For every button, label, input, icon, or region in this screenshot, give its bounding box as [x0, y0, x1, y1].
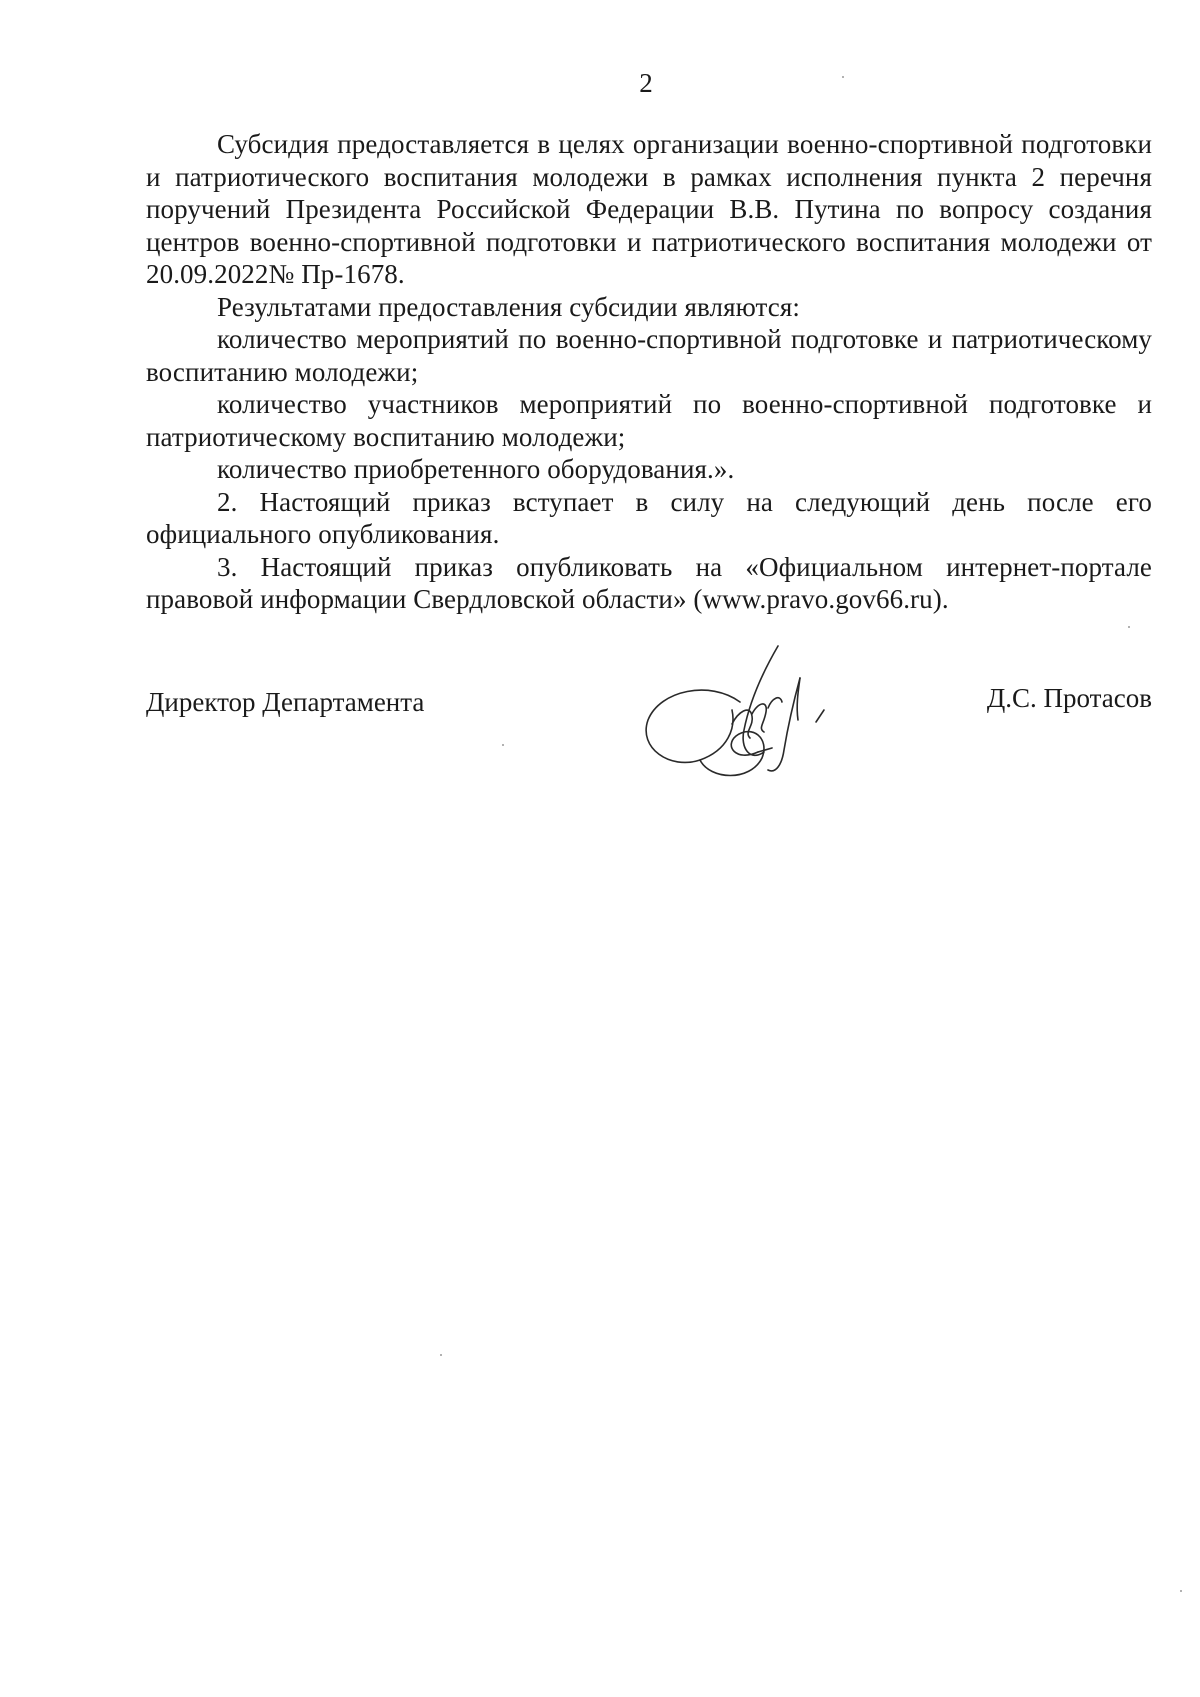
- handwritten-signature: [640, 640, 830, 790]
- scan-speck: [842, 76, 844, 78]
- paragraph-result-participants-count: количество участников мероприятий по военно-спортивной подготовке и патриотическому воспитанию молодежи;: [146, 389, 1152, 452]
- scan-speck: [502, 744, 504, 746]
- paragraph-results-intro: Результатами предоставления субсидии являются:: [217, 291, 800, 322]
- paragraph-publication: 3. Настоящий приказ опубликовать на «Официальном интернет-портале правовой информации Свердловской области» (www.pravo.gov66.ru).: [146, 551, 1152, 614]
- paragraph-subsidy-purpose: Субсидия предоставляется в целях организации военно-спортивной подготовки и патриотического воспитания молодежи в рамках исполнения пункта 2 перечня поручений Президента Российской Федерации В.В. Путина по вопросу создания центров военно-спортивной подготовки и патриотического воспитания молодежи от 20.09.2022№ Пр-1678.: [146, 129, 1152, 289]
- scan-speck: [1180, 1590, 1182, 1592]
- signer-name: Д.С. Протасов: [986, 683, 1152, 713]
- document-body: [146, 128, 1152, 616]
- signer-position-title: Директор Департамента: [146, 687, 425, 717]
- paragraph-effective-date: 2. Настоящий приказ вступает в силу на следующий день после его официального опубликования.: [146, 486, 1152, 549]
- paragraph-result-events-count: количество мероприятий по военно-спортивной подготовке и патриотическому воспитанию молодежи;: [146, 324, 1152, 387]
- paragraph-result-equipment-count: количество приобретенного оборудования.».: [217, 454, 735, 484]
- scan-speck: [440, 1354, 442, 1356]
- scan-speck: [1128, 626, 1130, 628]
- page-number: 2: [639, 68, 653, 98]
